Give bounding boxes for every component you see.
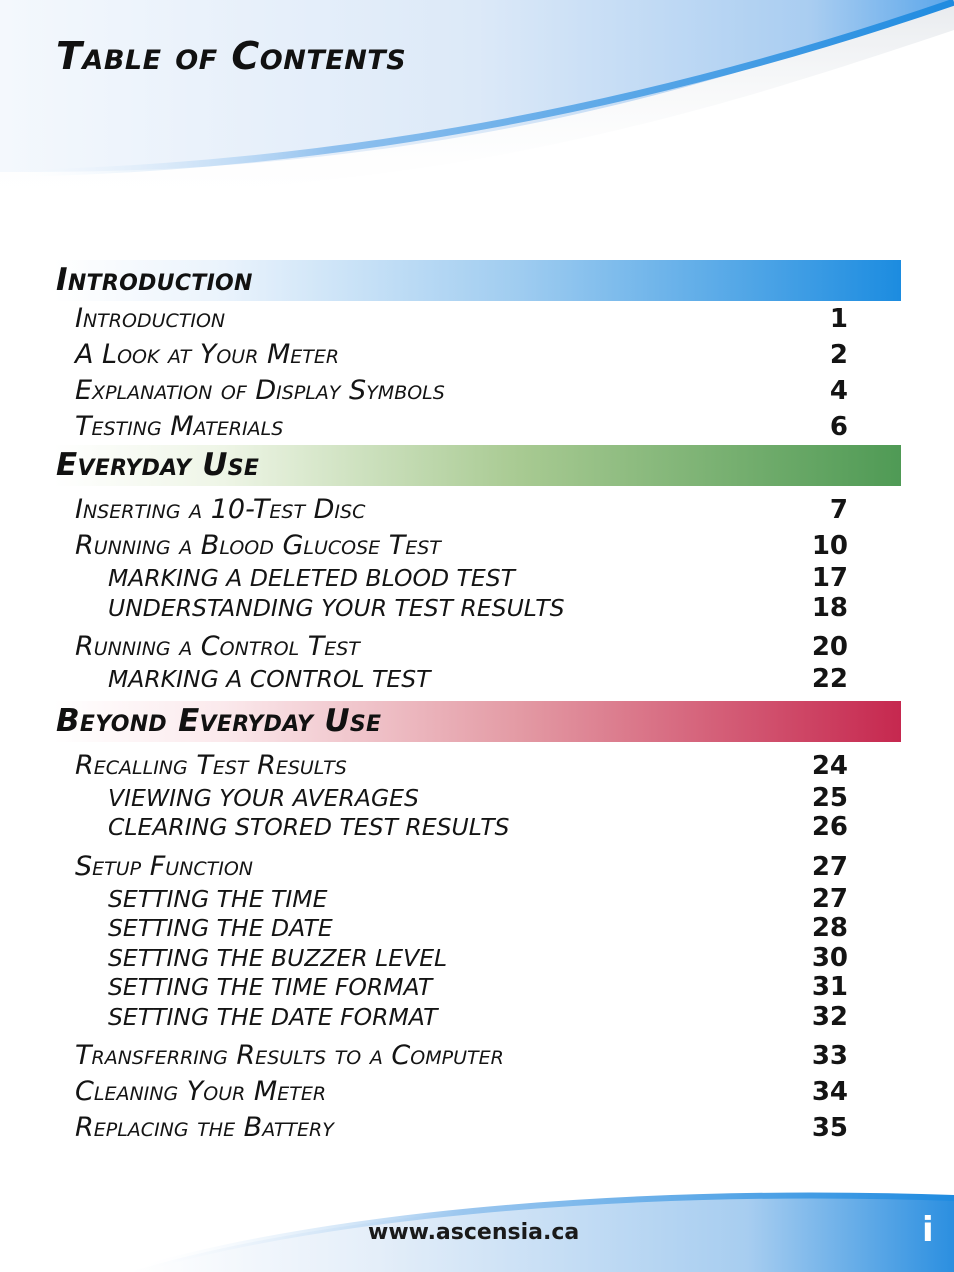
toc-entry-label: SETTING THE DATE <box>108 914 333 942</box>
section-heading-introduction: Introduction <box>54 260 901 301</box>
toc-entry-label: Running a Control Test <box>75 631 360 662</box>
toc-subentry[interactable] <box>0 665 954 695</box>
toc-subentry[interactable] <box>0 914 954 944</box>
toc-entry-page: 17 <box>811 563 848 593</box>
toc-entry-page: 2 <box>829 340 848 370</box>
toc-entry-page: 7 <box>829 495 848 525</box>
toc-entry-page: 6 <box>829 412 848 442</box>
toc-entry[interactable] <box>0 337 954 373</box>
toc-subentry[interactable] <box>0 973 954 1003</box>
toc-entry-label: Transferring Results to a Computer <box>75 1040 504 1071</box>
toc-entry-label: Cleaning Your Meter <box>75 1076 327 1107</box>
toc-subentry[interactable] <box>0 564 954 594</box>
toc-entry-page: 10 <box>811 531 848 561</box>
toc-entry-page: 25 <box>811 782 848 813</box>
toc-entry-label: Recalling Test Results <box>75 749 347 781</box>
section-heading-beyond-everyday-use: Beyond Everyday Use <box>54 701 901 742</box>
toc-entry[interactable] <box>0 373 954 409</box>
toc-entry-label: Introduction <box>75 303 226 334</box>
toc-entry-label: Running a Blood Glucose Test <box>75 530 441 561</box>
section-heading-everyday-use: Everyday Use <box>54 445 901 486</box>
toc-entry[interactable] <box>0 1074 954 1110</box>
page-number: i <box>922 1210 934 1250</box>
toc-entry-page: 4 <box>829 376 848 406</box>
toc-entry-label: VIEWING YOUR AVERAGES <box>108 783 419 812</box>
toc-entry-label: SETTING THE BUZZER LEVEL <box>108 943 448 972</box>
page-title: Table of Contents <box>56 34 407 78</box>
toc-subentry[interactable] <box>0 1003 954 1033</box>
toc-entry-label: SETTING THE TIME FORMAT <box>108 973 433 1001</box>
toc-entry[interactable] <box>0 629 954 665</box>
toc-entry[interactable] <box>0 1110 954 1146</box>
footer-website-link[interactable]: www.ascensia.ca <box>368 1220 580 1245</box>
toc-entry[interactable] <box>0 301 954 337</box>
toc-entry-page: 28 <box>811 913 848 943</box>
toc-entry-page: 1 <box>829 304 848 334</box>
toc-entry-page: 31 <box>811 972 848 1002</box>
toc-subentry[interactable] <box>0 885 954 915</box>
toc-subentry[interactable] <box>0 813 954 843</box>
toc-entry[interactable] <box>0 849 954 885</box>
toc-subentry[interactable] <box>0 784 954 814</box>
toc-entry-label: Replacing the Battery <box>75 1112 334 1143</box>
toc-entry-page: 26 <box>811 812 848 842</box>
toc-entry-page: 30 <box>811 942 848 973</box>
toc-entry[interactable] <box>0 1038 954 1074</box>
toc-entry-page: 22 <box>811 664 848 694</box>
toc-entry-label: SETTING THE DATE FORMAT <box>108 1002 438 1031</box>
toc-entry-label: Inserting a 10-Test Disc <box>75 494 366 525</box>
toc-entry-label: A Look at Your Meter <box>75 339 340 370</box>
table-of-contents <box>0 260 954 1146</box>
toc-entry-label: MARKING A CONTROL TEST <box>108 665 431 693</box>
toc-entry-label: SETTING THE TIME <box>108 884 328 913</box>
toc-subentry[interactable] <box>0 594 954 624</box>
toc-entry-page: 27 <box>811 883 848 914</box>
section-entries-introduction <box>0 301 954 445</box>
toc-entry-page: 33 <box>811 1041 848 1071</box>
toc-entry-page: 18 <box>811 592 848 623</box>
toc-subentry[interactable] <box>0 944 954 974</box>
toc-entry-page: 20 <box>811 632 848 662</box>
toc-entry-page: 35 <box>811 1113 848 1143</box>
toc-entry-label: Explanation of Display Symbols <box>75 375 445 406</box>
toc-entry-page: 27 <box>811 851 848 882</box>
toc-entry[interactable] <box>0 748 954 784</box>
toc-entry[interactable] <box>0 528 954 564</box>
section-entries-beyond-everyday-use <box>0 742 954 1147</box>
toc-entry-page: 34 <box>811 1077 848 1107</box>
toc-entry[interactable] <box>0 409 954 445</box>
toc-entry-page: 32 <box>811 1001 848 1032</box>
toc-entry-label: Setup Function <box>75 850 253 882</box>
toc-entry-label: UNDERSTANDING YOUR TEST RESULTS <box>108 593 565 622</box>
toc-entry-label: CLEARING STORED TEST RESULTS <box>108 813 510 841</box>
toc-entry-page: 24 <box>811 750 848 781</box>
toc-entry-label: MARKING A DELETED BLOOD TEST <box>108 564 516 592</box>
toc-entry-label: Testing Materials <box>75 411 284 442</box>
section-entries-everyday-use <box>0 486 954 695</box>
toc-entry[interactable] <box>0 492 954 528</box>
